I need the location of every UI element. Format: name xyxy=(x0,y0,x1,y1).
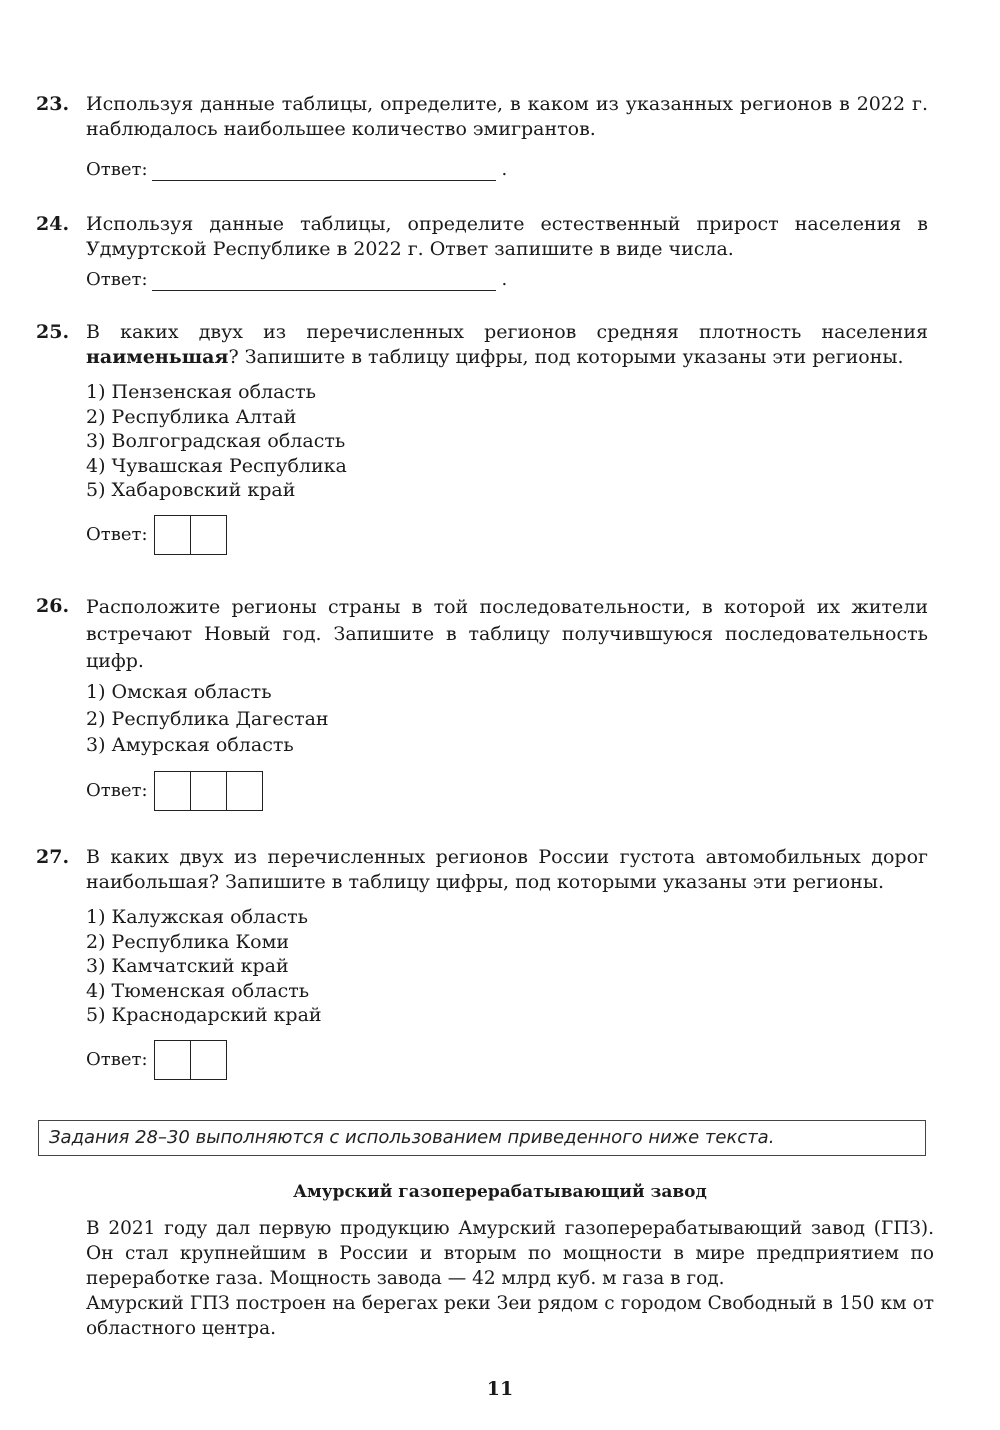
option: 4) Чувашская Республика xyxy=(86,454,347,477)
answer-cell[interactable] xyxy=(155,772,190,810)
task-24 xyxy=(36,212,928,291)
task-number: 27. xyxy=(36,846,70,868)
option: 2) Республика Коми xyxy=(86,930,290,953)
task-number: 25. xyxy=(36,321,70,343)
answer-end: . xyxy=(501,269,508,290)
answer-row xyxy=(86,1040,928,1080)
answer-end: . xyxy=(501,159,508,180)
article-title: Амурский газоперерабатывающий завод xyxy=(293,1182,707,1202)
task-text: Используя данные таблицы, определите естественный прирост населения в Удмуртской Республике в 2022 г. Ответ запишите в виде числа. xyxy=(86,213,928,260)
answer-cell[interactable] xyxy=(190,1041,226,1079)
option: 4) Тюменская область xyxy=(86,979,310,1002)
options-list xyxy=(86,380,928,503)
options-list xyxy=(86,905,928,1028)
task-27 xyxy=(36,845,928,1080)
answer-row xyxy=(86,771,928,811)
option: 2) Республика Дагестан xyxy=(86,707,329,730)
answer-row xyxy=(86,268,928,291)
answer-label: Ответ: xyxy=(86,780,148,801)
answer-row xyxy=(86,158,928,181)
option: 5) Хабаровский край xyxy=(86,479,296,501)
instruction-note: Задания 28–30 выполняются с использованием приведенного ниже текста. xyxy=(38,1120,926,1156)
answer-label: Ответ: xyxy=(86,159,148,180)
answer-cell[interactable] xyxy=(226,772,262,810)
answer-cell[interactable] xyxy=(155,1041,190,1079)
answer-cells xyxy=(154,515,227,555)
answer-label: Ответ: xyxy=(86,269,148,290)
article-paragraph: Амурский ГПЗ построен на берегах реки Зеи рядом с городом Свободный в 150 км от областного центра. xyxy=(86,1293,934,1339)
task-text: Расположите регионы страны в той последовательности, в которой их жители встречают Новый год. Запишите в таблицу получившуюся последовательность цифр. xyxy=(86,596,928,672)
answer-cells xyxy=(154,771,263,811)
page-number: 11 xyxy=(486,1378,514,1400)
option: 3) Волгоградская область xyxy=(86,430,346,452)
option: 5) Краснодарский край xyxy=(86,1004,322,1026)
task-number: 24. xyxy=(36,213,70,235)
article-body xyxy=(86,1216,934,1341)
task-23 xyxy=(36,92,928,181)
answer-cell[interactable] xyxy=(190,516,226,554)
answer-cell[interactable] xyxy=(155,516,190,554)
option: 1) Пензенская область xyxy=(86,381,316,403)
answer-label: Ответ: xyxy=(86,1049,148,1070)
option: 3) Камчатский край xyxy=(86,955,289,977)
answer-label: Ответ: xyxy=(86,524,148,545)
answer-input[interactable] xyxy=(152,158,496,181)
task-25 xyxy=(36,320,928,555)
option: 1) Омская область xyxy=(86,681,272,703)
option: 2) Республика Алтай xyxy=(86,405,297,428)
task-text: В каких двух из перечисленных регионов средняя плотность населения наименьшая? Запишите в таблицу цифры, под которыми указаны эти регионы. xyxy=(86,321,928,368)
task-text: Используя данные таблицы, определите, в каком из указанных регионов в 2022 г. наблюдалось наибольшее количество эмигрантов. xyxy=(86,93,928,140)
option: 3) Амурская область xyxy=(86,734,294,756)
answer-input[interactable] xyxy=(152,268,496,291)
task-text: В каких двух из перечисленных регионов России густота автомобильных дорог наибольшая? Запишите в таблицу цифры, под которыми указаны эти регионы. xyxy=(86,846,928,893)
options-list xyxy=(86,679,928,759)
task-number: 26. xyxy=(36,595,70,617)
task-26 xyxy=(36,594,928,811)
answer-cells xyxy=(154,1040,227,1080)
emphasis: наименьшая xyxy=(86,346,229,368)
option: 1) Калужская область xyxy=(86,906,308,928)
task-number: 23. xyxy=(36,93,70,115)
answer-row xyxy=(86,515,928,555)
answer-cell[interactable] xyxy=(190,772,226,810)
article-paragraph: В 2021 году дал первую продукцию Амурский газоперерабатывающий завод (ГПЗ). Он стал крупнейшим в России и вторым по мощности в мире предприятием по переработке газа. Мощность завода — 42 млрд куб. м газа в год. xyxy=(86,1218,934,1289)
